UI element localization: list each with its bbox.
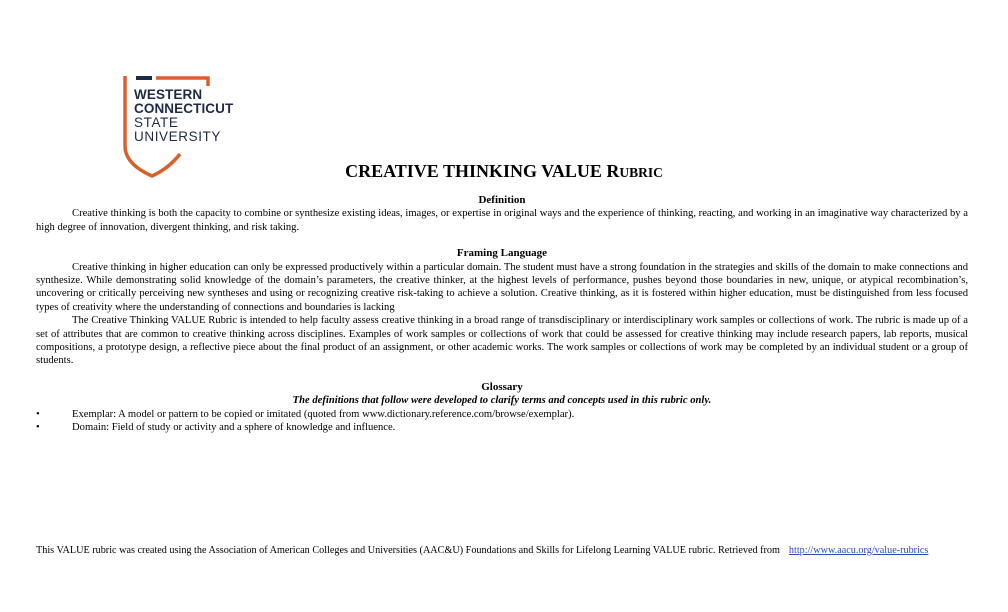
logo-line-university: UNIVERSITY xyxy=(134,129,222,144)
logo-line-western: WESTERN xyxy=(134,87,203,102)
glossary-item-text: Domain: Field of study or activity and a sphere of knowledge and influence. xyxy=(72,422,396,434)
logo-line-connecticut: CONNECTICUT xyxy=(134,101,234,116)
definition-text: Creative thinking is both the capacity to combine or synthesize existing ideas, images, or expertise in original ways and the experience of thinking, reacting, and working in an imaginative way characterized by a high degree of innovation, divergent thinking, and risk taking. xyxy=(36,208,968,233)
aacu-link[interactable]: http://www.aacu.org/value-rubrics xyxy=(788,545,929,556)
glossary-subheading: The definitions that follow were developed to clarify terms and concepts used in this rubric only. xyxy=(292,395,712,407)
framing-paragraph-1: Creative thinking in higher education can only be expressed productively within a particular domain. The student must have a strong foundation in the strategies and skills of the domain to make connections and synthesize. While demonstrating solid knowledge of the domain’s parameters, the creative thinker, at the highest levels of performance, pushes beyond those boundaries in new, unique, or atypical recombination’s, uncovering or critically perceiving new syntheses and using or recognizing creative risk-taking to achieve a solution. Creative thinking, as it is fostered within higher education, must be distinguished from less focused types of creativity where the understanding of connections and boundaries is lacking xyxy=(36,261,968,313)
bullet-icon: • xyxy=(36,408,40,420)
document-body xyxy=(36,194,968,435)
bullet-icon: • xyxy=(36,422,40,434)
logo-line-state: STATE xyxy=(134,115,179,130)
glossary-item-text: Exemplar: A model or pattern to be copied or imitated (quoted from www.dictionary.reference.com/browse/exemplar). xyxy=(72,408,575,420)
framing-heading: Framing Language xyxy=(456,247,548,260)
glossary-item xyxy=(36,421,968,434)
framing-paragraph-2: The Creative Thinking VALUE Rubric is intended to help faculty assess creative thinking in a broad range of transdisciplinary or interdisciplinary work samples or collections of work. The rubric is made up of a set of attributes that are common to creative thinking across disciplines. Examples of work samples or collections of work that could be assessed for creative thinking may include research papers, lab reports, musical compositions, a prototype design, a reflective piece about the final product of an assignment, or other academic works. The work samples or collections of work may be completed by an individual student or a group of students. xyxy=(36,315,968,367)
glossary-item xyxy=(36,408,968,421)
footer xyxy=(36,545,968,556)
page-title: CREATIVE THINKING VALUE RUBRIC xyxy=(345,161,663,181)
definition-heading: Definition xyxy=(478,194,526,206)
footer-text: This VALUE rubric was created using the Association of American Colleges and Universities (AAC&U) Foundations and Skills for Lifelong Learning VALUE rubric. Retrieved from xyxy=(36,545,780,556)
glossary-heading: Glossary xyxy=(481,380,523,393)
